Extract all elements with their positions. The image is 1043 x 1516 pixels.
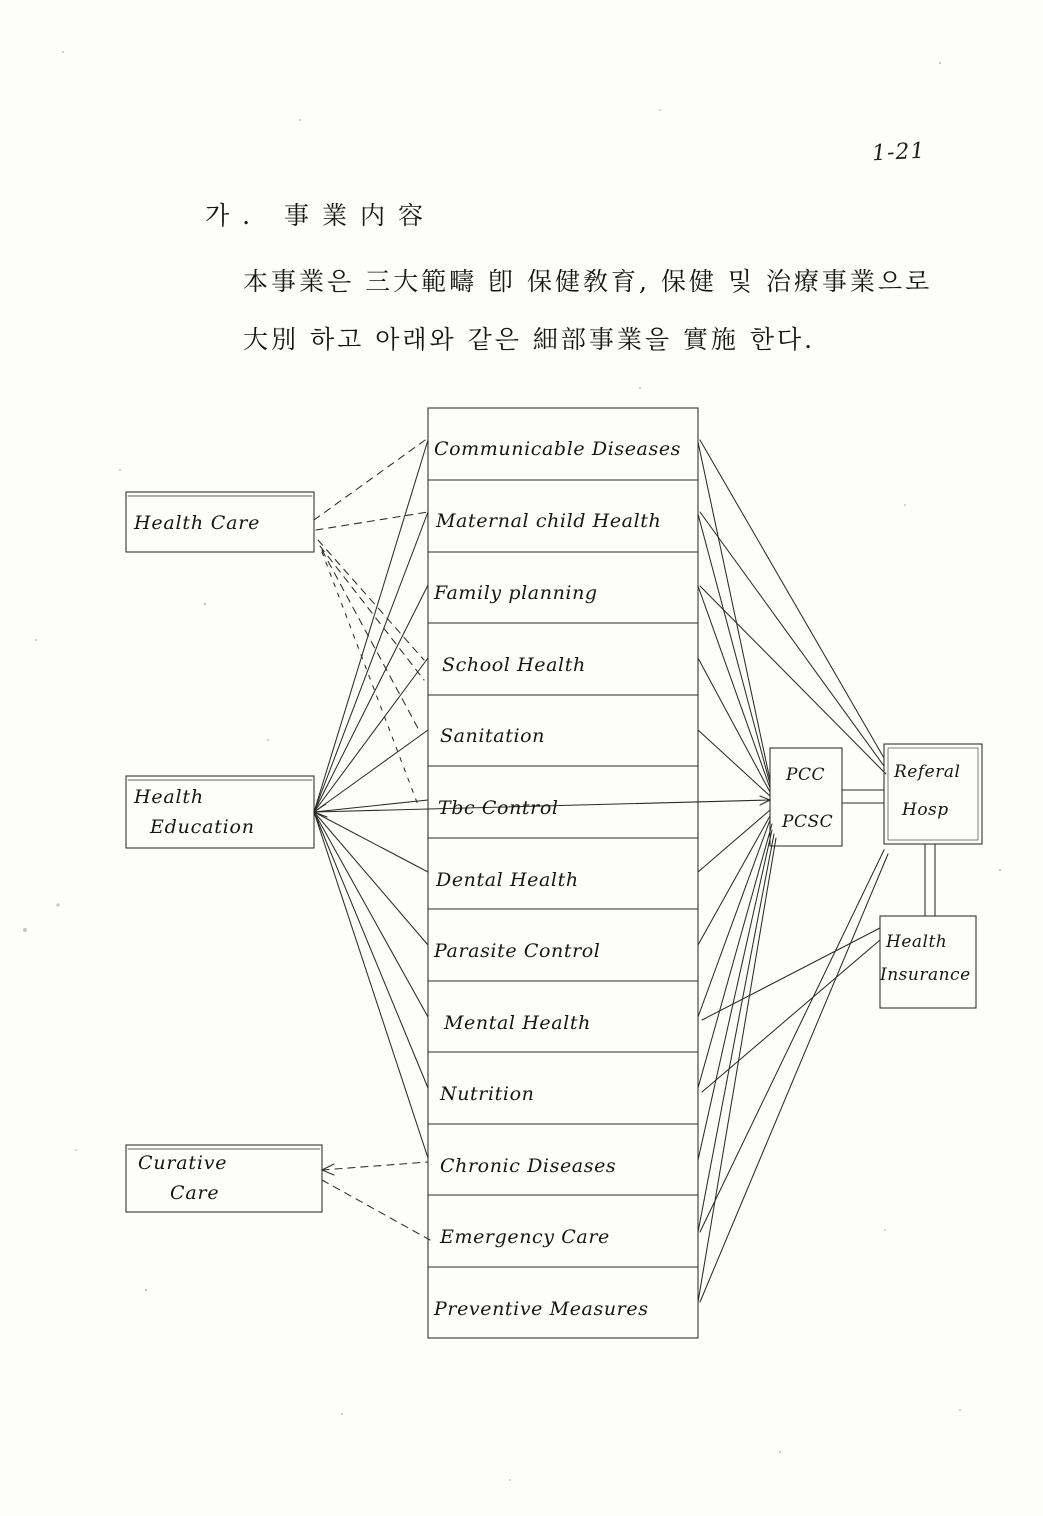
box-pcc-label: PCC (786, 765, 825, 785)
box-curative-care-label-line1: Curative (138, 1152, 228, 1174)
box-referral-hosp-label-line1: Referal (894, 762, 961, 782)
center-item-parasite-control: Parasite Control (434, 940, 601, 962)
center-item-dental-health: Dental Health (436, 869, 579, 891)
center-item-maternal-child-health: Maternal child Health (436, 510, 662, 532)
box-curative-care-label-line2: Care (170, 1182, 220, 1204)
body-text-line-2: 大別 하고 아래와 같은 細部事業을 實施 한다. (243, 325, 816, 354)
center-item-communicable-diseases: Communicable Diseases (434, 438, 682, 460)
health-program-diagram (0, 380, 1043, 1400)
box-health-education-label-line1: Health (134, 786, 204, 808)
center-item-nutrition: Nutrition (440, 1083, 535, 1105)
section-heading: 가. 事業内容 (205, 201, 437, 230)
box-health-insurance-label-line1: Health (886, 932, 948, 952)
box-pcsc-label: PCSC (782, 812, 834, 832)
center-item-mental-health: Mental Health (444, 1012, 591, 1034)
box-referral-hosp-label-line2: Hosp (902, 800, 949, 820)
body-text-line-1: 本事業은 三大範疇 卽 保健敎育, 保健 및 治療事業으로 (243, 267, 933, 296)
center-item-chronic-diseases: Chronic Diseases (440, 1155, 617, 1177)
center-item-family-planning: Family planning (434, 582, 598, 604)
page-number: 1-21 (871, 138, 927, 167)
center-item-preventive-measures: Preventive Measures (434, 1298, 649, 1320)
center-item-sanitation: Sanitation (440, 725, 546, 747)
center-item-emergency-care: Emergency Care (440, 1226, 610, 1248)
box-health-insurance-label-line2: Insurance (880, 965, 971, 985)
box-health-care-label: Health Care (134, 512, 261, 534)
center-item-tbc-control: Tbc Control (438, 797, 559, 819)
center-item-school-health: School Health (442, 654, 586, 676)
box-health-education-label-line2: Education (150, 816, 255, 838)
